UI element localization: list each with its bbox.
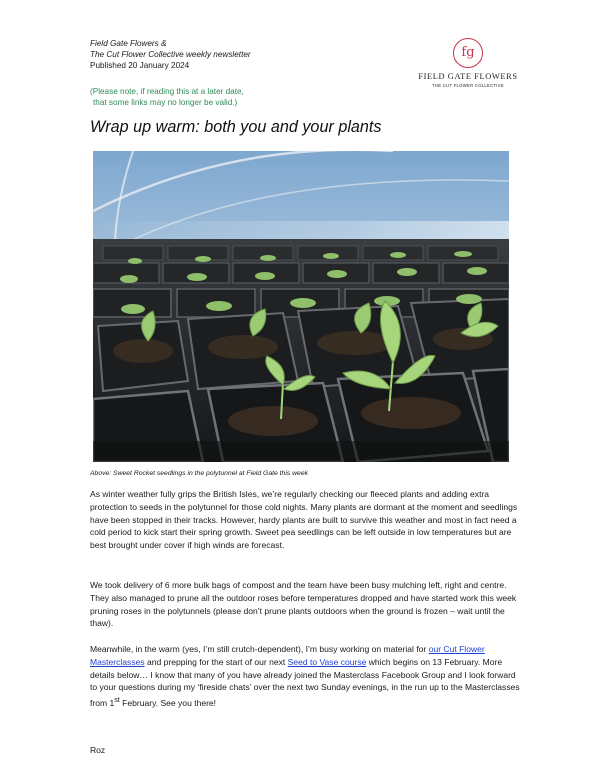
validity-note <box>90 86 244 108</box>
ordinal-suffix: st <box>114 696 120 705</box>
paragraph-text: and prepping for the start of our next <box>144 656 288 667</box>
header-line-2: The Cut Flower Collective weekly newsletter <box>90 50 251 59</box>
note-line-2: that some links may no longer be valid.) <box>93 98 238 107</box>
note-line-1: (Please note, if reading this at a later date, <box>90 87 244 96</box>
article-title: Wrap up warm: both you and your plants <box>90 118 382 136</box>
paragraph-text: Meanwhile, in the warm (yes, I’m still crutch-dependent), I’m busy working on material for <box>90 644 429 654</box>
newsletter-header <box>90 38 251 71</box>
paragraph-weather: As winter weather fully grips the British Isles, we’re regularly checking our fleeced plants and adding extra protection to seeds in the polytunnel for those cold nights. Many plants are dormant at the moment and seedlings have been stopped in their tracks. However, hardy plants are built to survive this weather and most in fact need a cold period to kick start their spring growth. Sweet pea seedlings can be left outside in low temperatures but are best brought under cover if high winds are forecast. <box>90 489 518 551</box>
seed-to-vase-link[interactable]: Seed to Vase course <box>287 656 367 667</box>
masterclasses-link[interactable]: our Cut Flower Masterclasses <box>90 644 485 667</box>
paragraph-masterclasses <box>90 643 520 710</box>
logo-subtitle: THE CUT FLOWER COLLECTIVE <box>432 83 504 88</box>
paragraph-compost: We took delivery of 6 more bulk bags of compost and the team have been busy mulching left, right and centre. They also managed to prune all the outdoor roses before temperatures dropped and have started work this week pruning roses in the polytunnels (please don’t prune plants outdoors when the ground is frozen – wait until the thaw). <box>90 580 517 629</box>
logo-monogram: fg <box>453 38 483 68</box>
paragraph-text: which begins on 13 February. More details below… I know that many of you have already joined the Masterclass Facebook Group and I look forward to your questions during my ‘fireside chats’ over the next two Sunday evenings, in the run up to the Masterclasses from 1 <box>90 656 520 709</box>
paragraph-text: February. See you there! <box>119 698 217 709</box>
brand-logo <box>418 38 518 88</box>
seedlings-photo <box>93 151 509 462</box>
published-date: Published 20 January 2024 <box>90 61 190 70</box>
photo-caption: Above: Sweet Rocket seedlings in the polytunnel at Field Gate this week <box>90 470 309 477</box>
header-line-1: Field Gate Flowers & <box>90 39 167 48</box>
signature: Roz <box>90 745 106 755</box>
logo-name: FIELD GATE FLOWERS <box>418 72 518 81</box>
